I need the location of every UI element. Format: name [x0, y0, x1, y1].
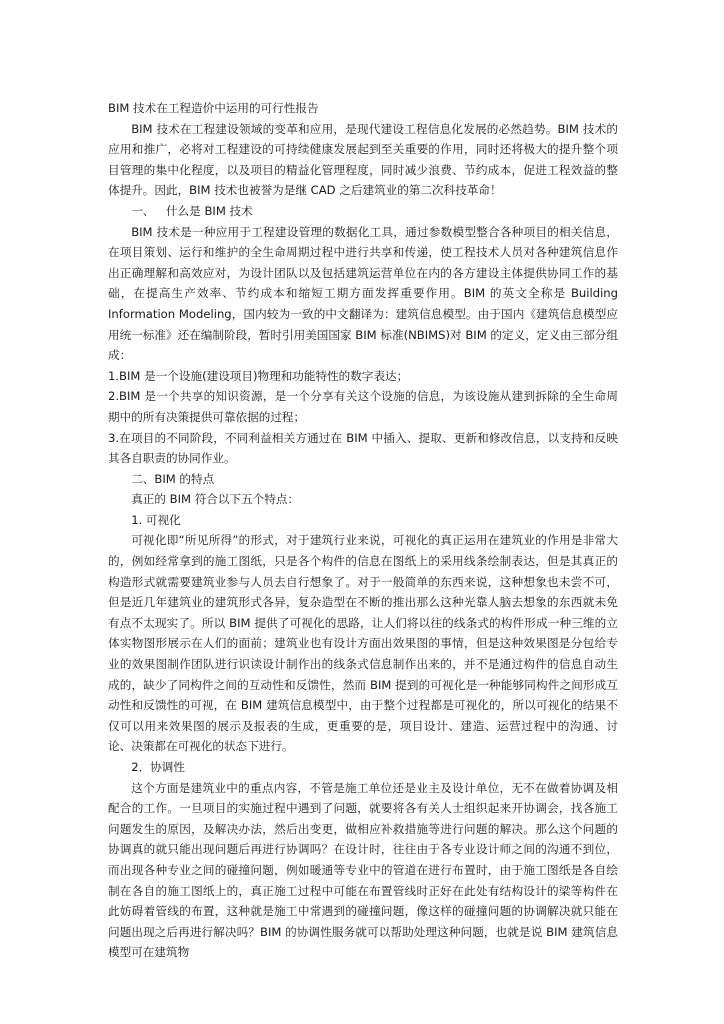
- document-title: BIM 技术在工程造价中运用的可行性报告: [108, 101, 319, 115]
- section-1-heading: [108, 201, 618, 222]
- section-1-title: 什么是 BIM 技术: [165, 203, 253, 218]
- section-2-intro: 真正的 BIM 符合以下五个特点：: [131, 492, 300, 507]
- definition-item-3: 3.在项目的不同阶段，不同利益相关方通过在 BIM 中插入、提取、更新和修改信息，以支持和反映其各自职责的协同作业。: [108, 430, 618, 466]
- section-1-paragraph: BIM 技术是一种应用于工程建设管理的数据化工具，通过参数模型整合各种项目的相关信息，在项目策划、运行和维护的全生命周期过程中进行共享和传递，使工程技术人员对各种建筑信息作出正确理解和高效应对，为设计团队以及包括建筑运营单位在内的各方建设主体提供协同工作的基础，在提高生产效率、节约成本和缩短工期方面发挥重要作用。BIM 的英文全称是 Building Information Modeling，国内较为一致的中文翻译为：建筑信息模型。由于国内《建筑信息模型应用统一标准》还在编制阶段，暂时引用美国国家 BIM 标准(NBIMS)对 BIM 的定义，定义由三部分组成：: [108, 224, 618, 363]
- section-2-heading: 二、BIM 的特点: [131, 471, 215, 486]
- definition-item-1: 1.BIM 是一个设施(建设项目)物理和功能特性的数字表达；: [108, 368, 409, 383]
- subsection-1-heading: 1. 可视化: [131, 512, 181, 527]
- subsection-2-heading: 2．协调性: [131, 760, 185, 774]
- subsection-2-paragraph: 这个方面是建筑业中的重点内容，不管是施工单位还是业主及设计单位，无不在做着协调及相配合的工作。一旦项目的实施过程中遇到了问题，就要将各有关人士组织起来开协调会，找各施工问题发生的原因，及解决办法，然后出变更，做相应补救措施等进行问题的解决。那么这个问题的协调真的就只能出现问题后再进行协调吗？在设计时，往往由于各专业设计师之间的沟通不到位，而出现各种专业之间的碰撞问题，例如暖通等专业中的管道在进行布置时，由于施工图纸是各自绘制在各自的施工图纸上的，真正施工过程中可能在布置管线时正好在此处有结构设计的梁等构件在此妨碍着管线的布置，这种就是施工中常遇到的碰撞问题，像这样的碰撞问题的协调解决就只能在问题出现之后再进行解决吗？BIM 的协调性服务就可以帮助处理这种问题，也就是说 BIM 建筑信息模型可在建筑物: [108, 780, 618, 960]
- section-1-number: 一、: [131, 203, 155, 218]
- intro-paragraph: BIM 技术在工程建设领域的变革和应用，是现代建设工程信息化发展的必然趋势。BIM 技术的应用和推广，必将对工程建设的可持续健康发展起到至关重要的作用，同时还将极大的提升整个项目管理的集中化程度，以及项目的精益化管理程度，同时减少浪费、节约成本，促进工程效益的整体提升。因此，BIM 技术也被誉为是继 CAD 之后建筑业的第二次科技革命！: [108, 121, 618, 198]
- document-body: [108, 98, 618, 963]
- definition-item-2: 2.BIM 是一个共享的知识资源，是一个分享有关这个设施的信息，为该设施从建到拆除的全生命周期中的所有决策提供可靠依据的过程；: [108, 389, 618, 424]
- subsection-1-paragraph: 可视化即“所见所得”的形式，对于建筑行业来说，可视化的真正运用在建筑业的作用是非常大的，例如经常拿到的施工图纸，只是各个构件的信息在图纸上的采用线条绘制表达，但是其真正的构造形式就需要建筑业参与人员去自行想象了。对于一般简单的东西来说，这种想象也未尝不可，但是近几年建筑业的建筑形式各异，复杂造型在不断的推出那么这种光靠人脑去想象的东西就未免有点不太现实了。所以 BIM 提供了可视化的思路，让人们将以往的线条式的构件形成一种三维的立体实物图形展示在人们的面前；建筑业也有设计方面出效果图的事情，但是这种效果图是分包给专业的效果图制作团队进行识读设计制作出的线条式信息制作出来的，并不是通过构件的信息自动生成的，缺少了同构件之间的互动性和反馈性，然而 BIM 提到的可视化是一种能够同构件之间形成互动性和反馈性的可视，在 BIM 建筑信息模型中，由于整个过程都是可视化的，所以可视化的结果不仅可以用来效果图的展示及报表的生成，更重要的是，项目设计、建造、运营过程中的沟通、讨论、决策都在可视化的状态下进行。: [108, 533, 618, 754]
